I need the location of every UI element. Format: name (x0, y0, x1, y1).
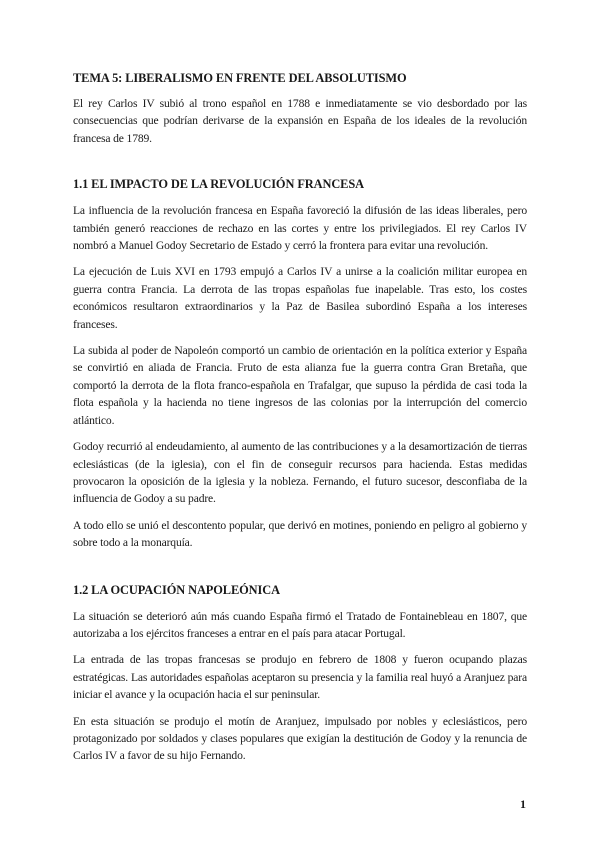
paragraph: La influencia de la revolución francesa en España favoreció la difusión de las ideas liberales, pero también generó reacciones de rechazo en las cortes y entre los privilegiados. El rey Carlos IV nombró a Manuel Godoy Secretario de Estado y cerró la frontera para evitar una revolución. (73, 204, 527, 253)
intro-paragraph: El rey Carlos IV subió al trono español en 1788 e inmediatamente se vio desbordado por las consecuencias que podrían derivarse de la expansión en España de los ideales de la revolución francesa de 1789. (73, 97, 527, 145)
page-title: TEMA 5: LIBERALISMO EN FRENTE DEL ABSOLUTISMO (73, 71, 407, 85)
paragraph: La entrada de las tropas francesas se produjo en febrero de 1808 y fueron ocupando plazas estratégicas. Las autoridades españolas aceptaron su presencia y la familia real huyó a Aranjuez para iniciar el avance y la ocupación hacia el sur peninsular. (73, 653, 527, 702)
section-heading-2: 1.2 LA OCUPACIÓN NAPOLEÓNICA (73, 582, 280, 597)
document-page (73, 70, 527, 774)
paragraph: Godoy recurrió al endeudamiento, al aumento de las contribuciones y a la desamortización de tierras eclesiásticas (de la iglesia), con el fin de conseguir recursos para hacienda. Estas medidas provocaron la oposición de la iglesia y la nobleza. Fernando, el futuro sucesor, desconfiaba de la influencia de Godoy a su padre. (73, 440, 527, 506)
paragraph: La subida al poder de Napoleón comportó un cambio de orientación en la política exterior y España se convirtió en aliada de Francia. Fruto de esta alianza fue la guerra contra Gran Bretaña, que comportó la derrota de la flota franco-española en Trafalgar, que supuso la pérdida de casi toda la flota española y la hacienda no tiene ingresos de las colonias por la interrupción del comercio atlántico. (73, 344, 527, 427)
paragraph: En esta situación se produjo el motín de Aranjuez, impulsado por nobles y eclesiásticos, pero protagonizado por soldados y clases populares que exigían la destitución de Godoy y la renuncia de Carlos IV a favor de su hijo Fernando. (73, 714, 527, 763)
paragraph: A todo ello se unió el descontento popular, que derivó en motines, poniendo en peligro al gobierno y sobre todo a la monarquía. (73, 518, 527, 550)
section-heading-1: 1.1 EL IMPACTO DE LA REVOLUCIÓN FRANCESA (73, 177, 364, 192)
paragraph: La situación se deterioró aún más cuando España firmó el Tratado de Fontainebleau en 1807, que autorizaba a los ejércitos franceses a entrar en el país para atacar Portugal. (73, 609, 527, 640)
page-number: 1 (520, 797, 526, 811)
paragraph: La ejecución de Luis XVI en 1793 empujó a Carlos IV a unirse a la coalición militar europea en guerra contra Francia. La derrota de las tropas españolas fue inapelable. Tras esto, los costes económicos resultaron extraordinarios y la Paz de Basilea subordinó España a los intereses franceses. (73, 265, 527, 331)
